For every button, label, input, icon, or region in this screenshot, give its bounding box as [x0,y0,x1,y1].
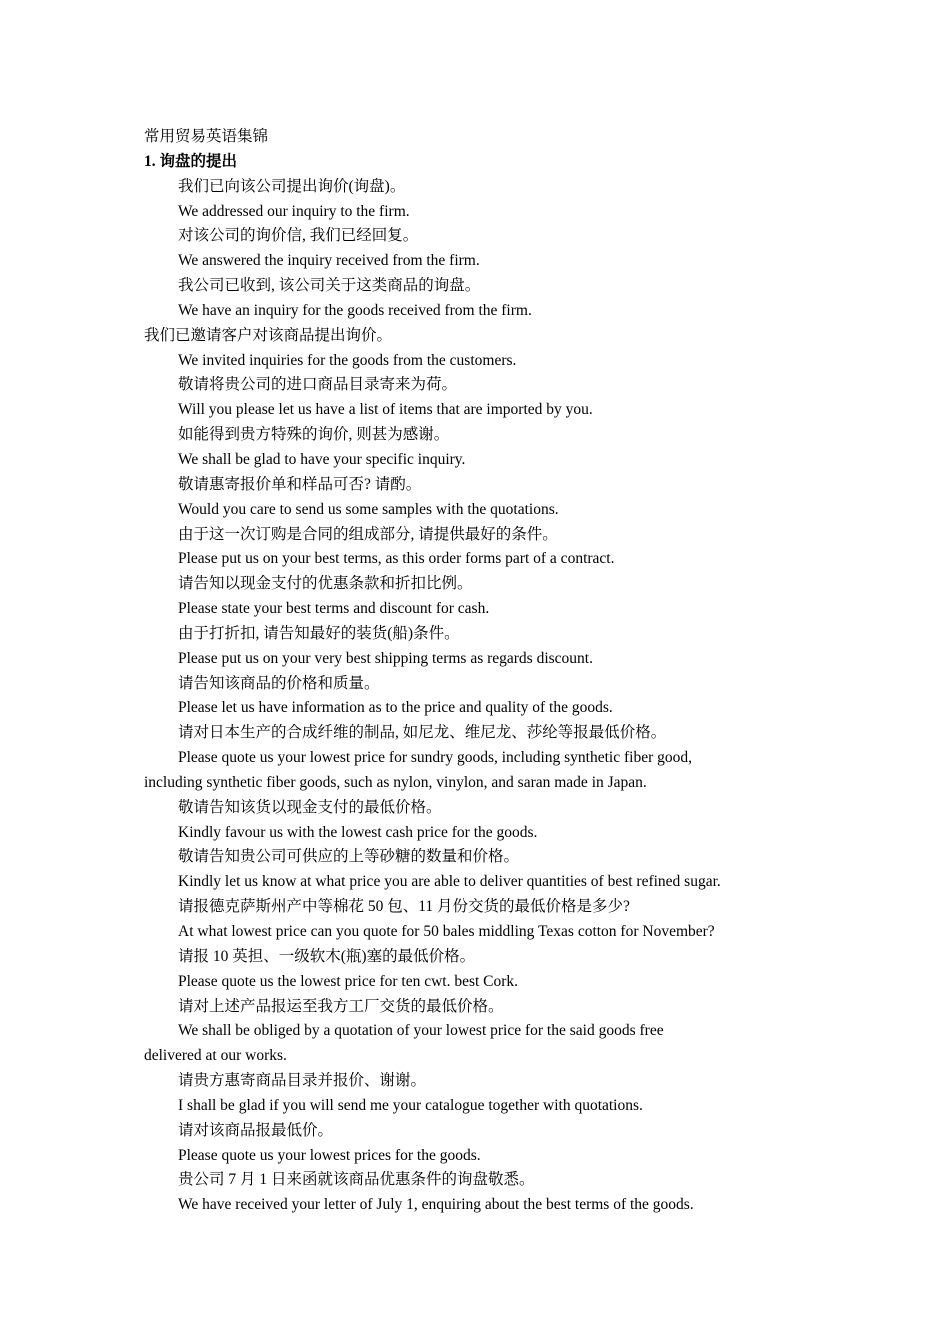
phrase-line: 请对日本生产的合成纤维的制品, 如尼龙、维尼龙、莎纶等报最低价格。 [178,724,667,742]
phrase-line: 我公司已收到, 该公司关于这类商品的询盘。 [178,277,481,295]
phrase-line: We answered the inquiry received from the firm. [178,252,480,270]
phrase-line: 请告知该商品的价格和质量。 [178,674,380,692]
section-heading: 1. 询盘的提出 [144,152,238,170]
phrase-line: Please quote us your lowest prices for the goods. [178,1146,481,1164]
phrase-line: 对该公司的询价信, 我们已经回复。 [178,227,419,245]
phrase-line: We invited inquiries for the goods from the customers. [178,351,517,369]
phrase-line: 敬请惠寄报价单和样品可否? 请酌。 [178,475,422,493]
phrase-line: We shall be obliged by a quotation of your lowest price for the said goods free [178,1022,664,1040]
phrase-line: We have an inquiry for the goods received from the firm. [178,301,532,319]
phrase-line: We have received your letter of July 1, enquiring about the best terms of the goods. [178,1196,694,1214]
phrase-line: Kindly let us know at what price you are able to deliver quantities of best refined sugar. [178,873,721,891]
phrase-line: Please quote us your lowest price for sundry goods, including synthetic fiber good, [178,749,692,767]
phrase-line: 请报 10 英担、一级软木(瓶)塞的最低价格。 [178,947,476,965]
phrase-line: including synthetic fiber goods, such as nylon, vinylon, and saran made in Japan. [144,773,647,791]
phrase-line: 请告知以现金支付的优惠条款和折扣比例。 [178,575,473,593]
phrase-line: 请对上述产品报运至我方工厂交货的最低价格。 [178,997,504,1015]
phrase-line: delivered at our works. [144,1047,287,1065]
phrase-line: 由于打折扣, 请告知最好的装货(船)条件。 [178,624,460,642]
phrase-line: 由于这一次订购是合同的组成部分, 请提供最好的条件。 [178,525,558,543]
phrase-line: 敬请将贵公司的进口商品目录寄来为荷。 [178,376,458,394]
phrase-line: Please state your best terms and discount for cash. [178,600,490,618]
phrase-line: We shall be glad to have your specific inquiry. [178,450,466,468]
phrase-line: Would you care to send us some samples with the quotations. [178,500,559,518]
phrase-line: 贵公司 7 月 1 日来函就该商品优惠条件的询盘敬悉。 [178,1171,535,1189]
phrase-line: 请贵方惠寄商品目录并报价、谢谢。 [178,1072,427,1090]
phrase-line: 如能得到贵方特殊的询价, 则甚为感谢。 [178,426,450,444]
document-title: 常用贸易英语集锦 [144,128,269,145]
phrase-line: 我们已邀请客户对该商品提出询价。 [144,326,393,344]
phrase-line: Will you please let us have a list of items that are imported by you. [178,401,593,419]
phrase-list [144,175,784,1218]
phrase-line: Please put us on your best terms, as this order forms part of a contract. [178,550,615,568]
phrase-line: Please let us have information as to the price and quality of the goods. [178,699,613,717]
phrase-line: 敬请告知贵公司可供应的上等砂糖的数量和价格。 [178,848,520,866]
phrase-line: 我们已向该公司提出询价(询盘)。 [178,177,406,195]
phrase-line: Please put us on your very best shipping terms as regards discount. [178,649,593,667]
phrase-line: I shall be glad if you will send me your catalogue together with quotations. [178,1096,643,1114]
phrase-line: Please quote us the lowest price for ten cwt. best Cork. [178,972,519,990]
document-body [144,125,784,1218]
phrase-line: 请报德克萨斯州产中等棉花 50 包、11 月份交货的最低价格是多少? [178,898,630,916]
phrase-line: 请对该商品报最低价。 [178,1121,334,1139]
phrase-line: 敬请告知该货以现金支付的最低价格。 [178,798,442,816]
phrase-line: Kindly favour us with the lowest cash price for the goods. [178,823,538,841]
phrase-line: At what lowest price can you quote for 50 bales middling Texas cotton for November? [178,923,715,940]
phrase-line: We addressed our inquiry to the firm. [178,202,410,220]
